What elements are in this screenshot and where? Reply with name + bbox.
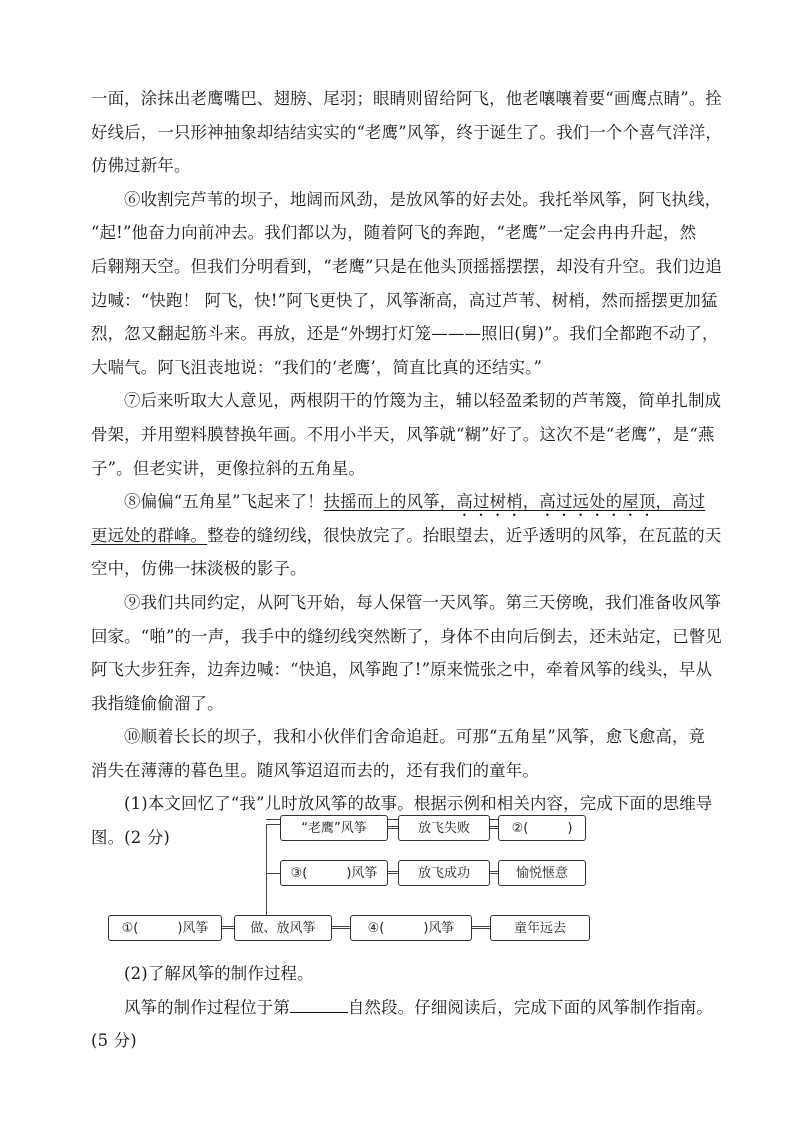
double-connector — [472, 926, 490, 929]
map-node-eagle-kite: “老鹰”风筝 — [280, 815, 388, 841]
double-connector — [490, 826, 498, 829]
text-line: 骨架，并用塑料膜替换年画。不用小半天，风筝就“糊”好了。这次不是“老鹰”，是“燕 — [91, 424, 715, 444]
text-line: 仿佛过新年。 — [91, 156, 191, 176]
text-line: (5 分) — [91, 1031, 137, 1051]
text-line: 好线后，一只形神抽象却结结实实的“老鹰”风筝，终于诞生了。我们一个个喜气洋洋， — [91, 122, 723, 142]
text-segment: 自然段。仔细阅读后，完成下面的风筝制作指南。 — [347, 997, 713, 1017]
double-connector — [388, 871, 398, 874]
text-segment: ，高过 — [655, 492, 706, 512]
map-node-blank-3: ③( )风筝 — [280, 860, 388, 886]
dotted-emphasis: 高过树梢 — [456, 492, 523, 512]
map-node-root: ①( )风筝 — [108, 915, 222, 941]
double-connector — [490, 871, 498, 874]
map-node-joy: 愉悦惬意 — [498, 860, 586, 886]
text-line: 边喊：“快跑！ 阿飞，快!”阿飞更快了，风筝渐高，高过芦苇、树梢，然而摇摆更加猛 — [91, 290, 718, 310]
paragraph-10-line: ⑩顺着长长的坝子，我和小伙伴们舍命追赶。可那“五角星”风筝，愈飞愈高，竟 — [124, 727, 706, 747]
text-line: “起!”他奋力向前冲去。我们都以为，随着阿飞的奔跑，“老鹰”一定会冉冉升起，然 — [91, 223, 697, 243]
connector — [266, 824, 280, 825]
text-segment: 风筝的制作过程位于第 — [124, 997, 290, 1017]
text-line: 阿飞大步狂奔，边奔边喊：“快追，风筝跑了!”原来慌张之中，牵着风筝的线头，早从 — [91, 660, 713, 680]
question-2-line — [91, 991, 711, 1025]
question-1: (1)本文回忆了“我”儿时放风筝的故事。根据示例和相关内容，完成下面的思维导 — [124, 794, 713, 814]
text-line: 空中，仿佛一抹淡极的影子。 — [91, 559, 307, 579]
text-segment: 扶摇而上的风筝， — [323, 492, 457, 512]
text-line: 消失在薄薄的暮色里。随风筝迢迢而去的，还有我们的童年。 — [91, 760, 539, 780]
paragraph-8-line — [91, 485, 711, 519]
text-line: 后翱翔天空。但我们分明看到，“老鹰”只是在他头顶摇摇摆摆，却没有升空。我们边追 — [91, 256, 723, 276]
connector — [266, 873, 280, 874]
map-node-center: 做、放风筝 — [234, 915, 332, 941]
text-line: 回家。“啪”的一声，我手中的缝纫线突然断了，身体不由向后倒去，还未站定，已瞥见 — [91, 626, 723, 646]
paragraph-6-line: ⑥收割完芦苇的坝子，地阔而风劲，是放风筝的好去处。我托举风筝，阿飞执线， — [124, 189, 722, 209]
text-line: 我指缝偷偷溜了。 — [91, 693, 224, 713]
mind-map — [108, 815, 598, 945]
text-line: 图。(2 分) — [91, 828, 170, 848]
question-2 — [91, 957, 711, 1058]
text-line: 一面，涂抹出老鹰嘴巴、翅膀、尾羽；眼睛则留给阿飞，他老嚷嚷着要“画鹰点睛”。拴 — [91, 89, 723, 108]
text-segment: 整卷的缝纫线，很快放完了。抬眼望去，近乎透明的风筝，在瓦蓝的天 — [207, 525, 722, 545]
text-line: 子”。但老实讲，更像拉斜的五角星。 — [91, 458, 366, 478]
text-line: 大喘气。阿飞沮丧地说：“我们的‘老鹰’，简直比真的还结实。” — [91, 357, 543, 377]
double-connector — [388, 826, 398, 829]
underlined-sentence: 更远处的群峰。 — [91, 525, 208, 545]
underlined-sentence — [324, 492, 706, 511]
map-node-success: 放飞成功 — [398, 860, 490, 886]
text-line — [91, 519, 722, 553]
text-segment: ⑧偏偏“五角星”飞起来了！ — [124, 492, 324, 512]
map-node-blank-2: ②( ) — [498, 815, 586, 841]
connector — [266, 824, 267, 929]
map-node-blank-4: ④( )风筝 — [350, 915, 472, 941]
map-node-childhood: 童年远去 — [490, 915, 590, 941]
map-node-fail: 放飞失败 — [398, 815, 490, 841]
question-2-title: (2)了解风筝的制作过程。 — [124, 964, 314, 983]
double-connector — [222, 926, 234, 929]
answer-blank[interactable] — [290, 994, 348, 1012]
text-line: 烈，忽又翻起筋斗来。再放，还是“外甥打灯笼———照旧(舅)”。我们全都跑不动了， — [91, 324, 719, 344]
passage-text — [91, 82, 723, 855]
paragraph-9-line: ⑨我们共同约定，从阿飞开始，每人保管一天风筝。第三天傍晚，我们准备收风筝 — [124, 592, 722, 612]
double-connector — [332, 926, 350, 929]
dotted-emphasis: 高过远处的屋顶 — [539, 492, 656, 512]
text-segment: ， — [522, 492, 540, 512]
paragraph-7-line: ⑦后来听取大人意见，两根阴干的竹篾为主，辅以轻盈柔韧的芦苇篾，简单扎制成 — [124, 391, 722, 411]
